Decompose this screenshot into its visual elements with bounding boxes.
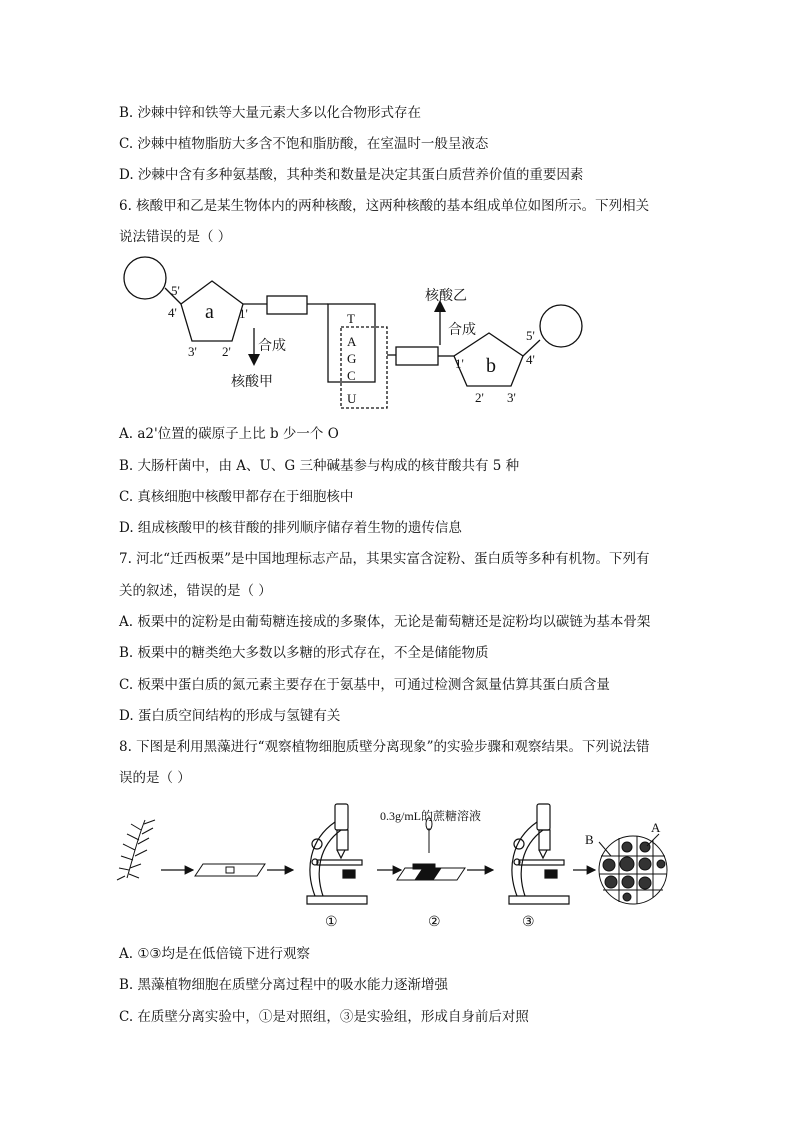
question-8-stem: 8. 下图是利用黑藻进行“观察植物细胞质壁分离现象”的实验步骤和观察结果。下列说法错 <box>119 739 650 755</box>
q8-option-a: A. ①③均是在低倍镜下进行观察 <box>119 946 311 962</box>
q6-option-c: C. 真核细胞中核酸甲都存在于细胞核中 <box>119 489 354 505</box>
option-c-prev: C. 沙棘中植物脂肪大多含不饱和脂肪酸，在室温时一般呈液态 <box>119 136 489 152</box>
cell-view-icon <box>599 834 667 904</box>
q6-option-d: D. 组成核酸甲的核苷酸的排列顺序储存着生物的遗传信息 <box>119 520 462 536</box>
question-8-stem-cont: 误的是（ ） <box>119 770 191 786</box>
step-3-label: ③ <box>522 915 535 930</box>
sucrose-solution-label: 0.3g/mL的蔗糖溶液 <box>380 809 481 823</box>
label-b: b <box>486 355 496 377</box>
q7-option-c: C. 板栗中蛋白质的氮元素主要存在于氨基中，可通过检测含氮量估算其蛋白质含量 <box>119 677 610 693</box>
synthesis-label-b: 合成 <box>448 323 476 338</box>
phosphate-circle-right <box>540 305 582 347</box>
q7-option-d: D. 蛋白质空间结构的形成与氢键有关 <box>119 708 341 724</box>
question-7-stem-cont: 关的叙述，错误的是（ ） <box>119 583 272 599</box>
q6-option-b: B. 大肠杆菌中，由 A、U、G 三种碱基参与构成的核苷酸共有 5 种 <box>119 458 520 474</box>
label-2prime-a: 2' <box>222 344 231 359</box>
question-6-stem-cont: 说法错误的是（ ） <box>119 229 232 245</box>
base-box-b <box>396 347 438 365</box>
microscope-icon-3 <box>509 804 569 904</box>
step-1-label: ① <box>325 915 338 930</box>
phosphate-circle-left <box>124 257 166 299</box>
synthesis-label-a: 合成 <box>258 339 286 354</box>
mark-a: A <box>651 820 661 835</box>
label-3prime-a: 3' <box>188 344 197 359</box>
nucleotide-diagram <box>115 252 595 412</box>
base-box-a <box>267 296 307 314</box>
nucleic-acid-yi-label: 核酸乙 <box>425 289 467 304</box>
label-a: a <box>205 301 214 323</box>
black-algae-icon <box>117 820 155 880</box>
label-3prime-b: 3' <box>507 390 516 405</box>
label-4prime-a: 4' <box>168 305 177 320</box>
mark-b: B <box>585 832 594 847</box>
question-6-stem: 6. 核酸甲和乙是某生物体内的两种核酸，这两种核酸的基本组成单位如图所示。下列相关 <box>119 198 650 214</box>
q6-option-a: A. a2'位置的碳原子上比 b 少一个 O <box>119 426 339 442</box>
label-1prime-a: 1' <box>239 306 248 321</box>
label-5prime-b: 5' <box>526 328 535 343</box>
option-b-prev: B. 沙棘中锌和铁等大量元素大多以化合物形式存在 <box>119 105 422 121</box>
q8-option-b: B. 黑藻植物细胞在质壁分离过程中的吸水能力逐渐增强 <box>119 977 449 993</box>
q7-option-a: A. 板栗中的淀粉是由葡萄糖连接成的多聚体，无论是葡萄糖还是淀粉均以碳链为基本骨架 <box>119 614 651 630</box>
question-7-stem: 7. 河北“迁西板栗”是中国地理标志产品，其果实富含淀粉、蛋白质等多种有机物。下列有 <box>119 551 650 567</box>
base-a: A <box>347 334 357 349</box>
dropper-slide-icon <box>397 818 465 880</box>
base-t: T <box>347 311 355 326</box>
slide-icon <box>195 864 265 876</box>
q8-option-c: C. 在质壁分离实验中，①是对照组，③是实验组，形成自身前后对照 <box>119 1009 529 1025</box>
step-2-label: ② <box>428 915 441 930</box>
base-u: U <box>347 391 357 406</box>
nucleic-acid-jia-label: 核酸甲 <box>231 375 273 390</box>
base-g: G <box>347 351 357 366</box>
q7-option-b: B. 板栗中的糖类绝大多数以多糖的形式存在，不全是储能物质 <box>119 645 489 661</box>
label-1prime-b: 1' <box>455 356 464 371</box>
plasmolysis-experiment-diagram <box>115 798 675 933</box>
option-d-prev: D. 沙棘中含有多种氨基酸，其种类和数量是决定其蛋白质营养价值的重要因素 <box>119 167 584 183</box>
label-5prime-a: 5' <box>171 283 180 298</box>
microscope-icon-1 <box>307 804 367 904</box>
label-2prime-b: 2' <box>475 390 484 405</box>
base-c: C <box>347 368 356 383</box>
label-4prime-b: 4' <box>526 352 535 367</box>
